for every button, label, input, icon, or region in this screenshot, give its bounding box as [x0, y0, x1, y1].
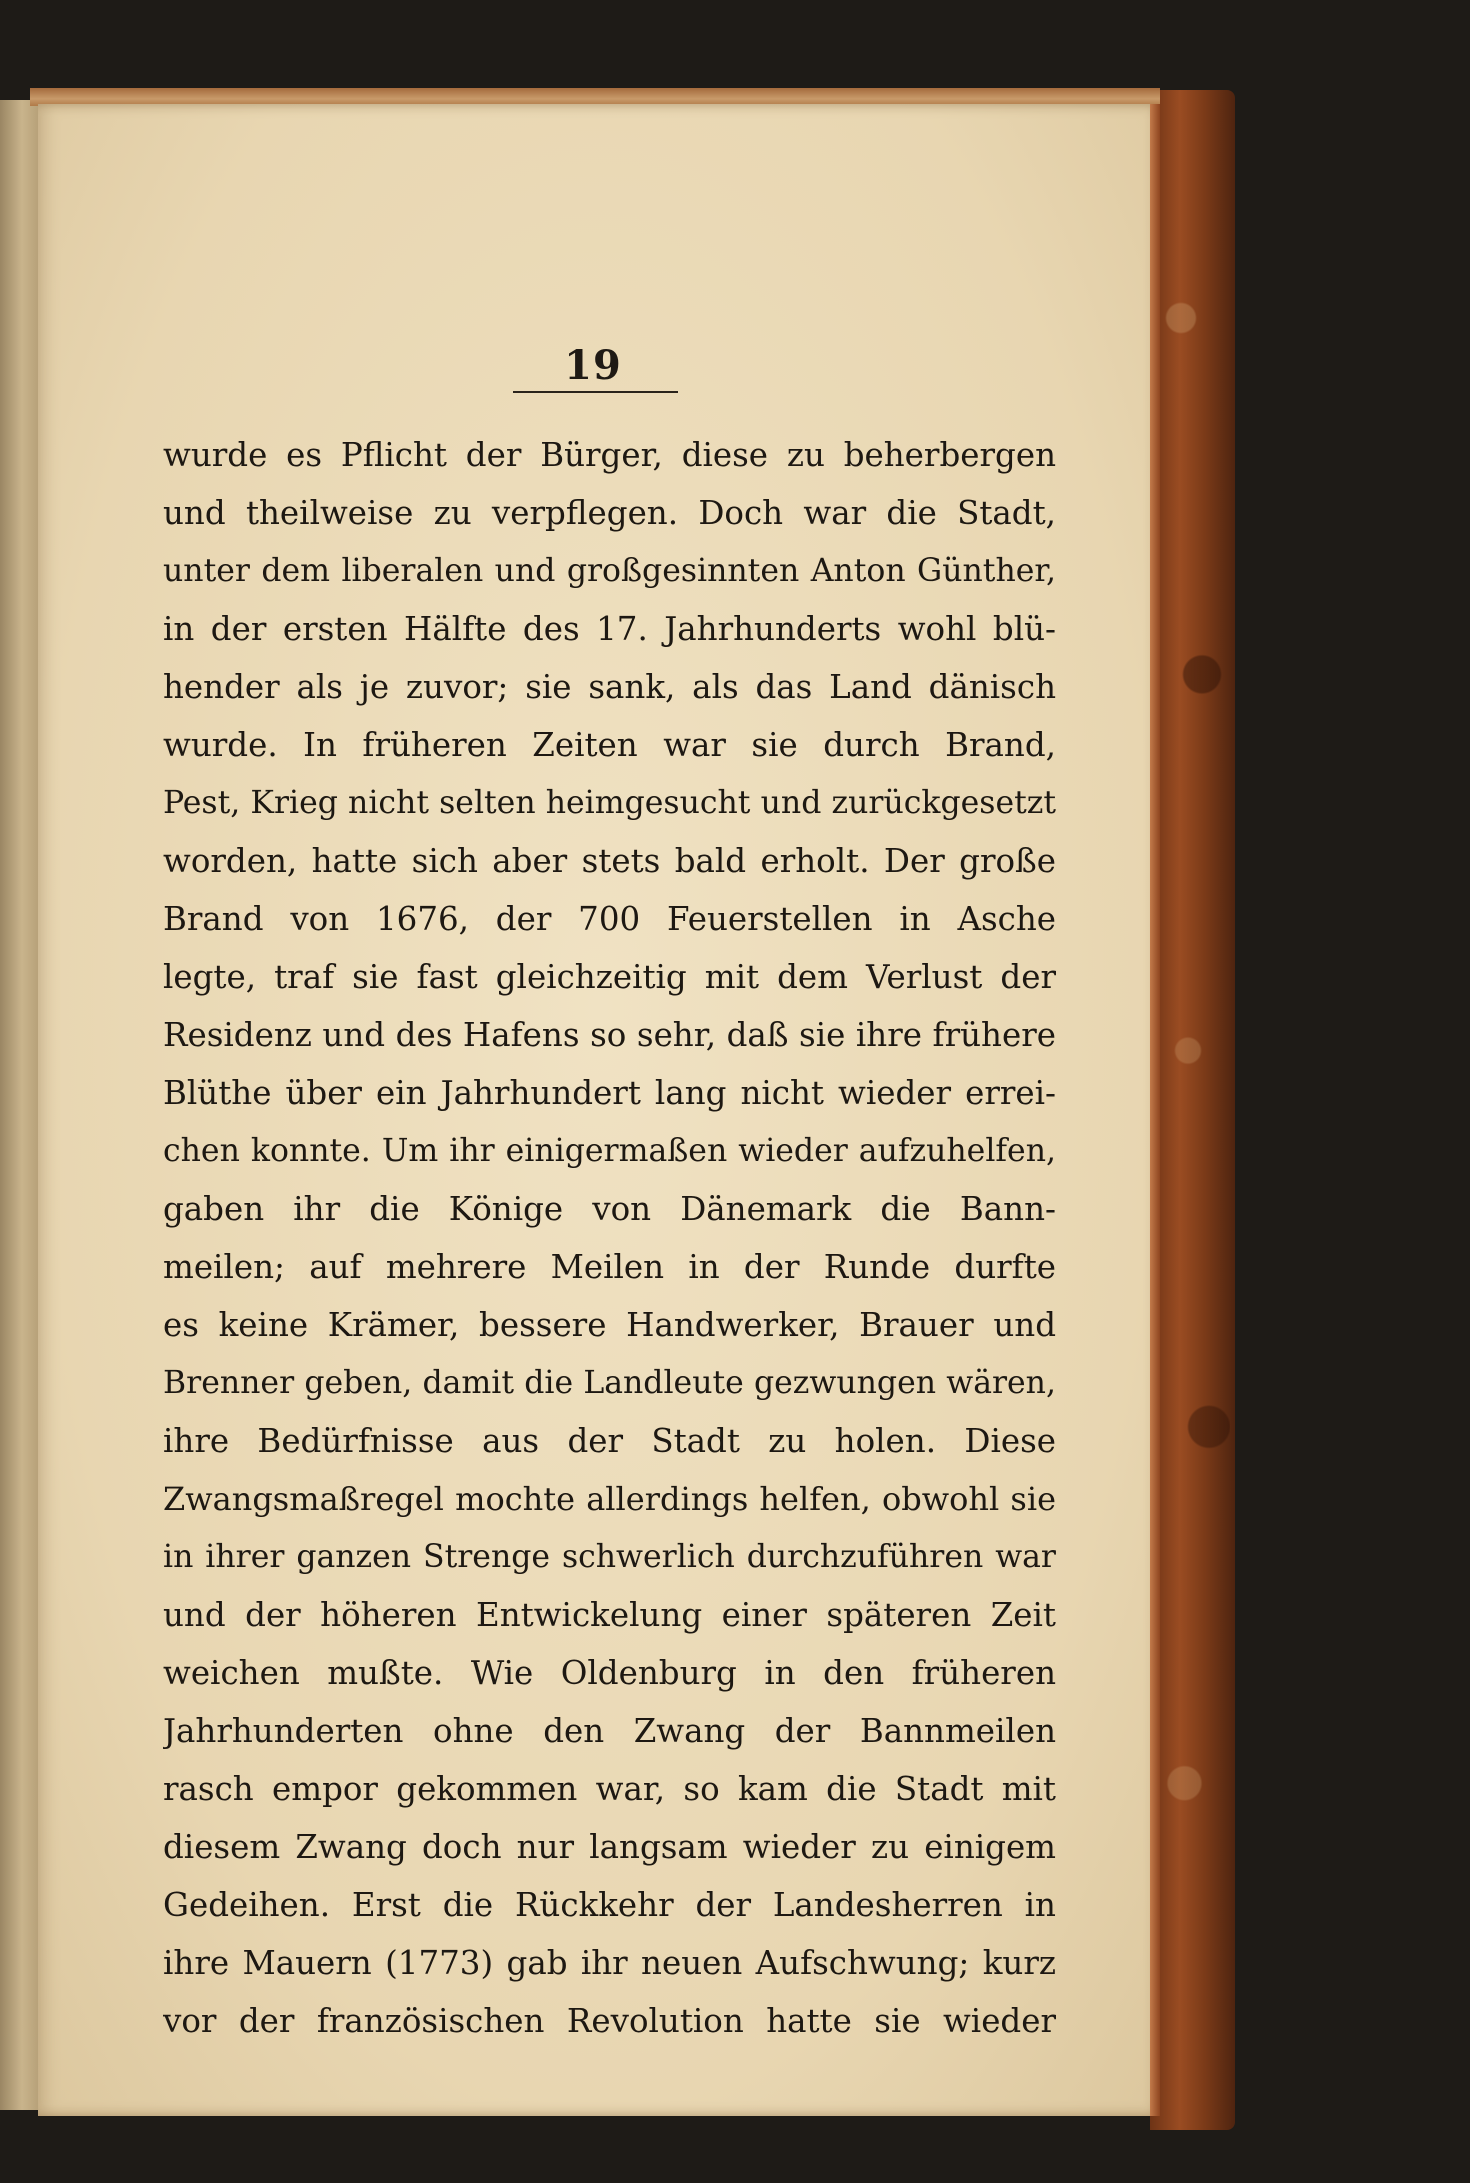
text-line: legte, traf sie fast gleichzeitig mit dem Verlust der	[163, 958, 1056, 996]
text-line: rasch empor gekommen war, so kam die Stadt mit	[163, 1770, 1056, 1808]
text-line: in ihrer ganzen Strenge schwerlich durchzuführen war	[163, 1539, 1056, 1575]
text-line: Pest, Krieg nicht selten heimgesucht und zurückgesetzt	[163, 785, 1056, 821]
text-line: in der ersten Hälfte des 17. Jahrhunderts wohl blü-	[163, 610, 1056, 648]
text-line: Zwangsmaßregel mochte allerdings helfen, obwohl sie	[163, 1480, 1056, 1518]
book-page	[38, 104, 1160, 2116]
text-line: weichen mußte. Wie Oldenburg in den früheren	[163, 1654, 1056, 1692]
page-number-rule	[513, 391, 678, 393]
text-line: Gedeihen. Erst die Rückkehr der Landesherren in	[163, 1886, 1056, 1924]
text-line: Jahrhunderten ohne den Zwang der Bannmeilen	[163, 1712, 1056, 1750]
text-line: es keine Krämer, bessere Handwerker, Brauer und	[163, 1306, 1056, 1344]
text-line: gaben ihr die Könige von Dänemark die Bann-	[163, 1190, 1056, 1228]
text-line: und der höheren Entwickelung einer späteren Zeit	[163, 1596, 1056, 1634]
leather-texture	[1160, 120, 1230, 2100]
text-line: vor der französischen Revolution hatte sie wieder	[163, 2002, 1056, 2040]
text-line: Residenz und des Hafens so sehr, daß sie ihre frühere	[163, 1016, 1056, 1054]
text-line: Brenner geben, damit die Landleute gezwungen wären,	[163, 1365, 1056, 1401]
page-fore-edge	[1150, 104, 1160, 2116]
text-line: worden, hatte sich aber stets bald erholt. Der große	[163, 842, 1056, 880]
body-text	[163, 426, 1056, 2050]
text-line: hender als je zuvor; sie sank, als das Land dänisch	[163, 668, 1056, 706]
text-line: ihre Bedürfnisse aus der Stadt zu holen. Diese	[163, 1422, 1056, 1460]
text-line: wurde es Pflicht der Bürger, diese zu beherbergen	[163, 436, 1056, 474]
text-line: unter dem liberalen und großgesinnten Anton Günther,	[163, 553, 1056, 589]
page-number: 19	[564, 342, 622, 389]
text-line: wurde. In früheren Zeiten war sie durch Brand,	[163, 726, 1056, 764]
text-line: diesem Zwang doch nur langsam wieder zu einigem	[163, 1828, 1056, 1866]
text-line: chen konnte. Um ihr einigermaßen wieder aufzuhelfen,	[163, 1133, 1056, 1169]
text-line: Blüthe über ein Jahrhundert lang nicht wieder errei-	[163, 1074, 1056, 1112]
text-line: meilen; auf mehrere Meilen in der Runde durfte	[163, 1248, 1056, 1286]
text-line: und theilweise zu verpflegen. Doch war die Stadt,	[163, 494, 1056, 532]
previous-page-edge	[0, 100, 42, 2110]
text-line: Brand von 1676, der 700 Feuerstellen in Asche	[163, 900, 1056, 938]
text-line: ihre Mauern (1773) gab ihr neuen Aufschwung; kurz	[163, 1944, 1056, 1982]
